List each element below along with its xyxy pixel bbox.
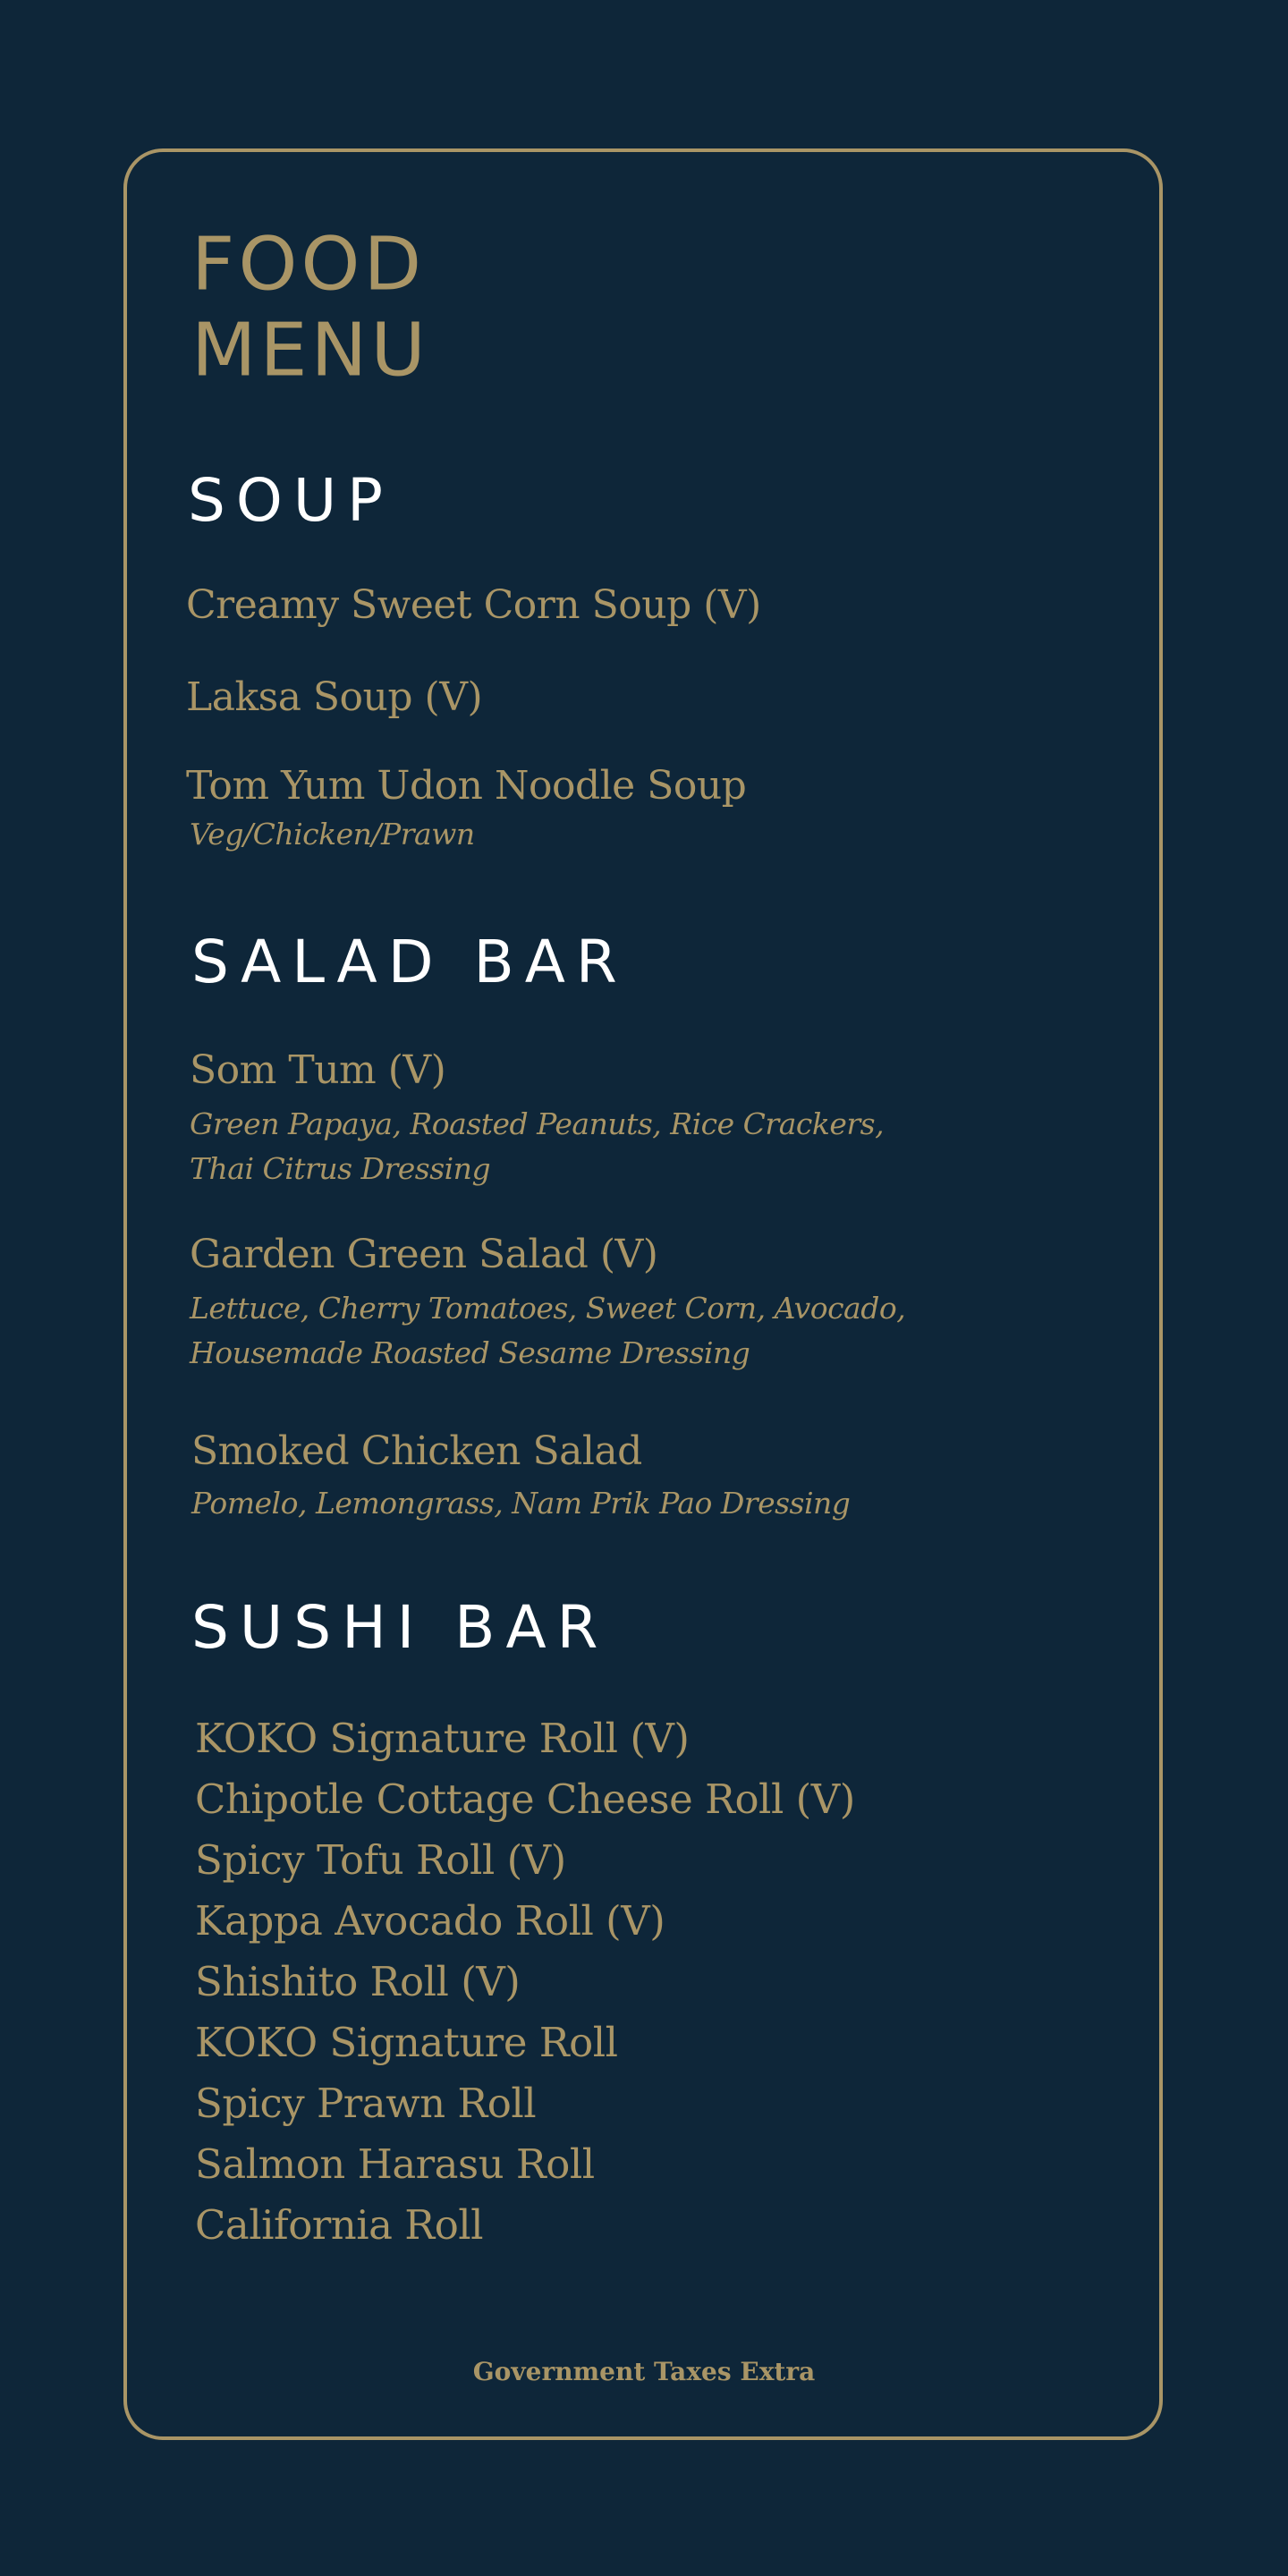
- menu-item-description: Green Papaya, Roasted Peanuts, Rice Crackers,: [190, 1106, 885, 1141]
- list-item: KOKO Signature Roll: [195, 2019, 618, 2066]
- list-item: Chipotle Cottage Cheese Roll (V): [195, 1775, 855, 1823]
- menu-item-description: Lettuce, Cherry Tomatoes, Sweet Corn, Avocado,: [190, 1291, 906, 1326]
- menu-item-garden-green-salad: Garden Green Salad (V): [190, 1232, 658, 1277]
- list-item: Shishito Roll (V): [195, 1958, 521, 2005]
- list-item: Spicy Prawn Roll: [195, 2080, 537, 2127]
- menu-item-creamy-sweet-corn-soup: Creamy Sweet Corn Soup (V): [186, 582, 761, 628]
- footer-note: Government Taxes Extra: [472, 2357, 816, 2386]
- menu-item-description: Veg/Chicken/Prawn: [190, 817, 475, 852]
- list-item: KOKO Signature Roll (V): [195, 1715, 690, 1762]
- section-heading-salad-bar: SALAD BAR: [191, 928, 628, 996]
- menu-item-som-tum: Som Tum (V): [190, 1047, 446, 1093]
- menu-item-laksa-soup: Laksa Soup (V): [186, 674, 483, 720]
- menu-item-description: Pomelo, Lemongrass, Nam Prik Pao Dressing: [191, 1486, 851, 1521]
- menu-title-food: FOOD: [191, 221, 426, 308]
- section-heading-soup: SOUP: [188, 466, 394, 535]
- menu-item-tom-yum-udon: Tom Yum Udon Noodle Soup: [186, 763, 747, 809]
- list-item: Spicy Tofu Roll (V): [195, 1836, 566, 1884]
- list-item: California Roll: [195, 2201, 484, 2249]
- list-item: Salmon Harasu Roll: [195, 2140, 595, 2188]
- sushi-list: [195, 1708, 855, 2256]
- section-heading-sushi-bar: SUSHI BAR: [191, 1593, 609, 1662]
- menu-item-description: Thai Citrus Dressing: [190, 1151, 491, 1186]
- menu-title-menu: MENU: [191, 307, 429, 394]
- list-item: Kappa Avocado Roll (V): [195, 1897, 665, 1945]
- menu-item-description: Housemade Roasted Sesame Dressing: [190, 1335, 750, 1370]
- menu-item-smoked-chicken-salad: Smoked Chicken Salad: [191, 1428, 642, 1474]
